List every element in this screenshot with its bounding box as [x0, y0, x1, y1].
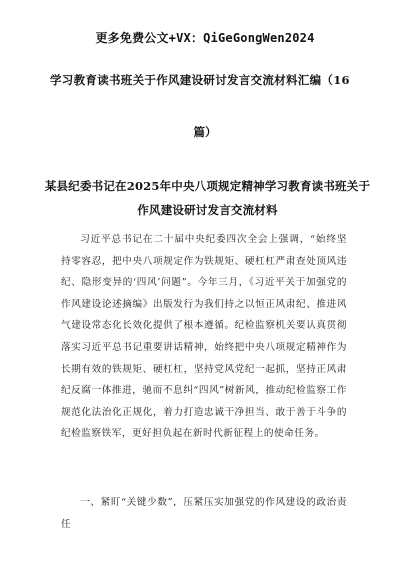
collection-title: 学习教育读书班关于作风建设研讨发言交流材料汇编（16 [50, 73, 350, 87]
article-title: 某县纪委书记在2025年中央八项规定精神学习教育读书班关于作风建设研讨发言交流材料 [44, 179, 371, 217]
collection-title-continuation: 篇） [193, 125, 217, 139]
section-heading-1: 一、紧盯“关键少数”，压紧压实加强党的作风建设的政治责任 [61, 497, 347, 530]
promo-header: 更多免费公文+VX：QiGeGongWen2024 [95, 31, 315, 45]
body-paragraph: 习近平总书记在二十届中央纪委四次全会上强调，“始终坚持零容忍，把中央八项规定作为铁规矩、硬杠杠严肃查处顶风违纪、隐形变异的‘四风’问题”。今年三月，《习近平关于加强党的作风建设论述摘编》出版发行为我们持之以恒正风肃纪、推进风气建设常态化长效化提供了根本遵循。纪检监察机关要认真贯彻落实习近平总书记重要讲话精神，始终把中央八项规定精神作为长期有效的铁规矩、硬杠杠，坚持党风党纪一起抓，坚持正风肃纪反腐一体推进，驰而不息纠“四风”树新风，推动纪检监察工作规范化法治化正规化，着力打造忠诚干净担当、敢于善于斗争的纪检监察铁军，更好担负起在新时代新征程上的使命任务。 [61, 234, 347, 440]
